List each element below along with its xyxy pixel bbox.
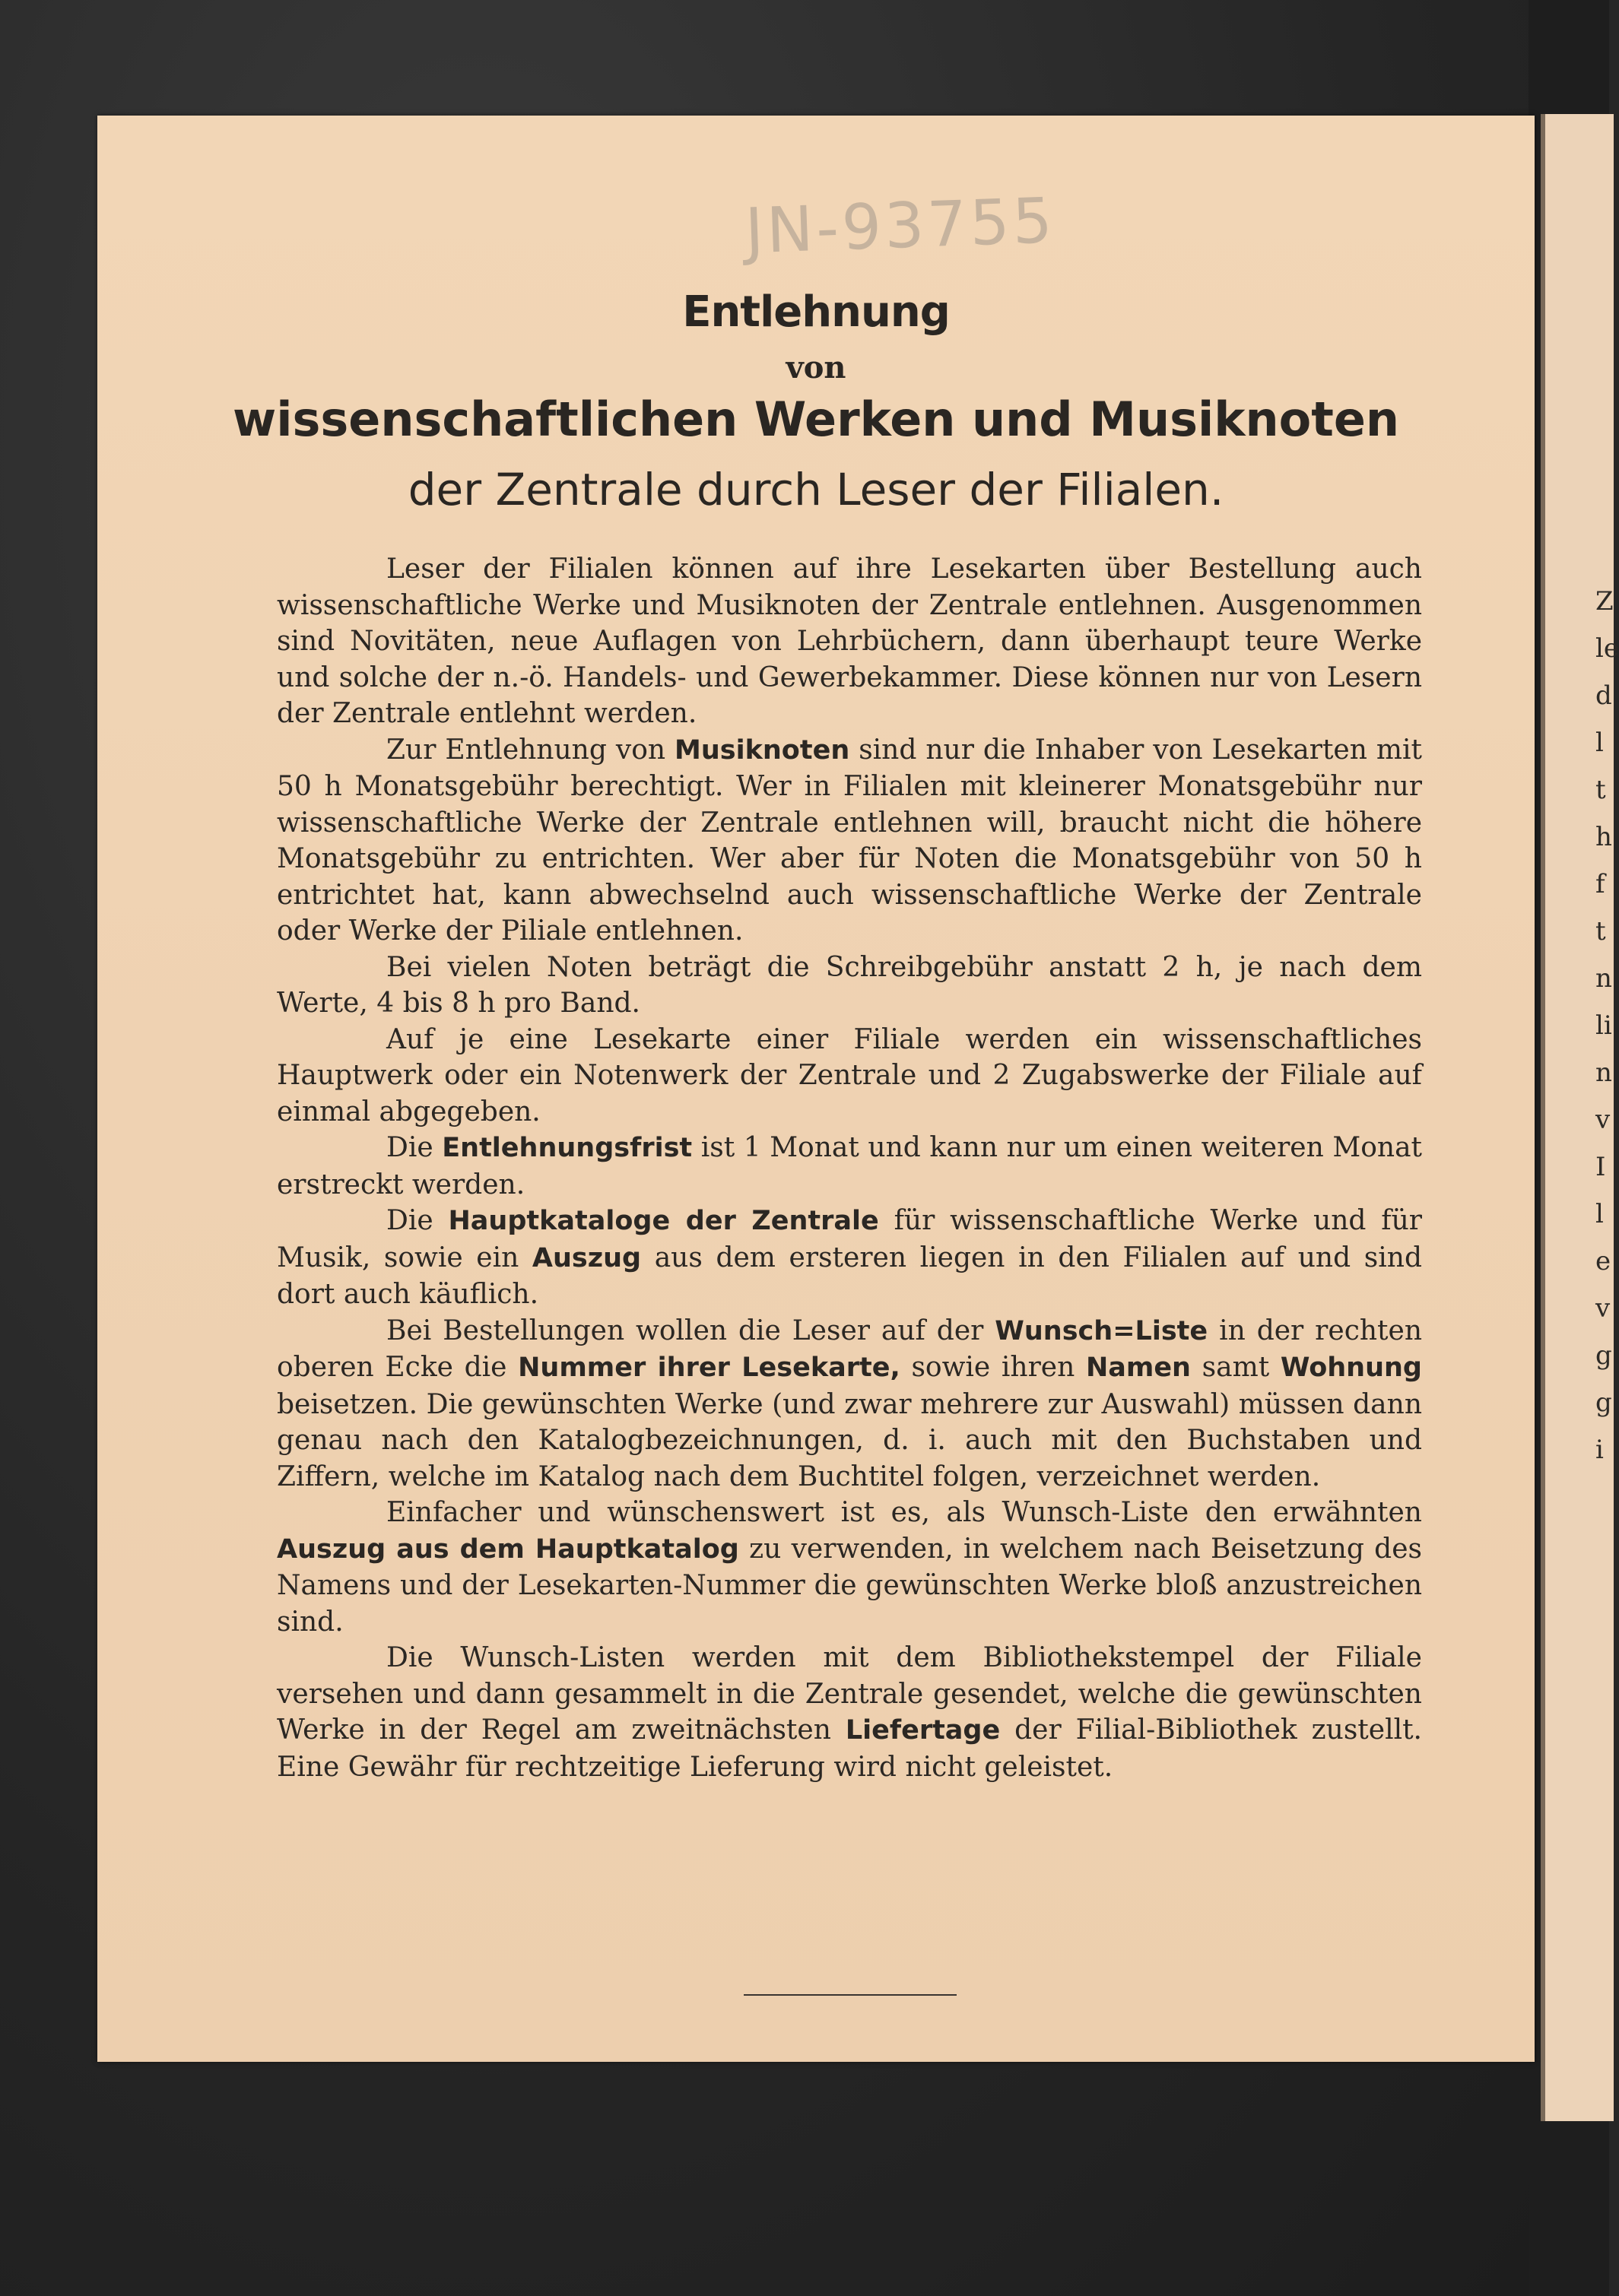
facing-page-fragment: h (1595, 822, 1612, 852)
paragraph-text: Die (386, 1205, 449, 1236)
closing-rule (744, 1994, 957, 1996)
paragraph-text: in der rechten oberen Ecke die (277, 1314, 1423, 1383)
facing-page-fragment: d (1595, 680, 1612, 711)
paragraph-text: Zur Entlehnung von (386, 734, 675, 766)
paragraph (277, 1203, 1422, 1313)
paragraph-text: Leser der Filialen können auf ihre Lesekarten über Bestellung auch wissenschaftliche Werke und Musiknoten der Zentrale entlehnen. Ausgenommen sind Novitäten, neue Auflagen von Lehrbüchern, dann überhaupt teure Werke und solche der n.-ö. Handels- und Gewerbekammer. Diese können nur von Lesern der Zentrale entlehnt werden. (277, 553, 1422, 729)
emphasized-term: Liefertage (845, 1715, 1001, 1746)
paragraph-text: Bei vielen Noten beträgt die Schreibgebühr anstatt 2 h, je nach dem Werte, 4 bis 8 h pro Band. (277, 951, 1422, 1019)
emphasized-term: Auszug aus dem Hauptkatalog (277, 1533, 739, 1565)
paragraph-text: Auf je eine Lesekarte einer Filiale werden ein wissenschaftliches Hauptwerk oder ein Notenwerk der Zentrale und 2 Zugabswerke der Filiale auf einmal abgegeben. (277, 1023, 1422, 1127)
emphasized-term: Wohnung (1280, 1353, 1422, 1383)
facing-page-fragment: t (1595, 916, 1606, 947)
facing-page-fragment: g (1595, 1340, 1612, 1371)
facing-page-fragment: e (1595, 1246, 1611, 1276)
heading-subtitle: der Zentrale durch Leser der Filialen. (408, 464, 1224, 515)
document-body (277, 551, 1422, 1785)
emphasized-term: Entlehnungsfrist (442, 1133, 693, 1163)
facing-page-fragment: g (1595, 1387, 1612, 1418)
paragraph (277, 732, 1422, 950)
paragraph-text: Bei Bestellungen wollen die Leser auf der (386, 1314, 995, 1346)
facing-page-fragment: n (1595, 1058, 1612, 1088)
paragraph-text: zu verwenden, in welchem nach Beisetzung des Namens und der Lesekarten-Nummer die gewünschten Werke bloß anzustreichen sind. (277, 1533, 1422, 1638)
emphasized-term: Namen (1085, 1353, 1191, 1383)
facing-page-fragment: Z (1595, 586, 1614, 617)
paragraph-text: Einfacher und wünschenswert ist es, als Wunsch-Liste den erwähnten (386, 1497, 1422, 1528)
paragraph (277, 1130, 1422, 1203)
facing-page-fragment: li (1595, 1010, 1612, 1041)
paragraph-text: sind nur die Inhaber von Lesekarten mit 50 h Monatsgebühr berechtigt. Wer in Filialen mit kleinerer Monatsgebühr nur wissenschaftliche Werke der Zentrale entlehnen will, braucht nicht die höhere Monatsgebühr zu entrichten. Wer aber für Noten die Monatsgebühr von 50 h entrichtet hat, kann abwechselnd auch wissenschaftliche Werke der Zentrale oder Werke der Piliale entlehnen. (277, 734, 1422, 947)
paragraph-text: der Filial-Bibliothek zustellt. Eine Gewähr für rechtzeitige Lieferung wird nicht geleistet. (277, 1714, 1423, 1783)
paragraph (277, 551, 1422, 732)
paragraph-text: samt (1190, 1352, 1281, 1383)
facing-page-fragment: t (1595, 775, 1606, 805)
heading-title: Entlehnung (682, 287, 950, 337)
paragraph-text: aus dem ersteren liegen in den Filialen auf und sind dort auch käuflich. (277, 1242, 1422, 1310)
paragraph (277, 1022, 1422, 1131)
facing-page-fragment: f (1595, 869, 1605, 899)
paragraph-text: Die (386, 1132, 443, 1163)
emphasized-term: Nummer ihrer Lesekarte, (518, 1353, 900, 1383)
paragraph (277, 1640, 1422, 1785)
facing-page-fragment: v (1595, 1293, 1611, 1324)
facing-page-fragment: i (1595, 1435, 1604, 1465)
emphasized-term: Musiknoten (675, 734, 850, 766)
emphasized-term: Auszug (532, 1242, 642, 1273)
paragraph-text: Die Wunsch-Listen werden mit dem Bibliothekstempel der Filiale versehen und dann gesammelt in die Zentrale gesendet, welche die gewünschten Werke in der Regel am zweitnächsten (277, 1642, 1422, 1746)
paragraph (277, 1313, 1422, 1495)
paragraph-text: sowie ihren (900, 1352, 1086, 1383)
paragraph (277, 950, 1422, 1022)
paragraph-text: beisetzen. Die gewünschten Werke (und zwar mehrere zur Auswahl) müssen dann genau nach den Katalogbezeichnungen, d. i. auch mit den Buchstaben und Ziffern, welche im Katalog nach dem Buchtitel folgen, verzeichnet werden. (277, 1388, 1422, 1492)
facing-page-fragment: le (1595, 633, 1619, 664)
facing-page-fragment: v (1595, 1105, 1611, 1135)
facing-page-text (1595, 578, 1619, 1473)
heading-von: von (786, 350, 846, 385)
facing-page-fragment: l (1595, 1199, 1604, 1229)
facing-page-fragment: I (1595, 1152, 1606, 1182)
library-stamp: JN-93755 (744, 185, 1057, 268)
paragraph-text: ist 1 Monat und kann nur um einen weiteren Monat erstreckt werden. (277, 1132, 1422, 1200)
heading-subject: wissenschaftlichen Werken und Musiknoten (232, 392, 1400, 447)
facing-page-fragment: l (1595, 728, 1604, 758)
paragraph (277, 1495, 1422, 1640)
emphasized-term: Wunsch=Liste (995, 1315, 1208, 1346)
emphasized-term: Hauptkataloge der Zentrale (448, 1206, 879, 1236)
paragraph-text: für wissenschaftliche Werke und für Musik, sowie ein (277, 1205, 1422, 1273)
facing-page-fragment: n (1595, 963, 1612, 994)
